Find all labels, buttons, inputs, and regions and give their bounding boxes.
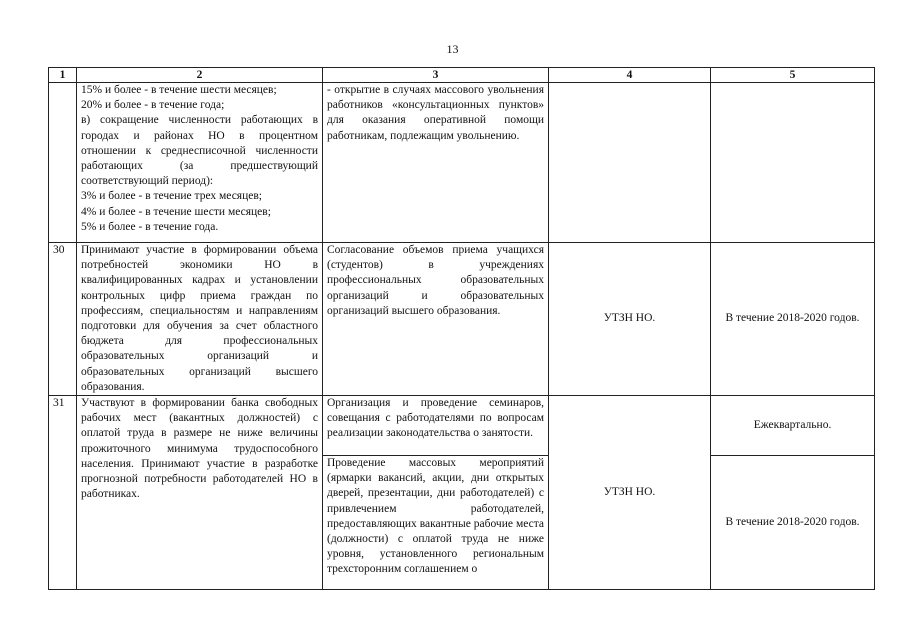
header-cell: 2 xyxy=(77,68,323,83)
deadline-cell xyxy=(711,83,875,243)
action-cell: Согласование объемов приема учащихся (студентов) в учреждениях профессиональных образовательных организаций и образовательных организаций высшего образования. xyxy=(323,243,549,396)
condition-line: 4% и более - в течение шести месяцев; xyxy=(81,205,271,218)
obligation-cell: Участвуют в формировании банка свободных рабочих мест (вакантных должностей) с оплатой труда в размере не ниже величины прожиточного минимума трудоспособного населения. Принимают участие в разработке прогнозной потребности работодателей НО в работниках. xyxy=(77,396,323,590)
row-number: 31 xyxy=(49,396,77,590)
action-cell: Проведение массовых мероприятий (ярмарки вакансий, акции, дни открытых дверей, презентации, дни работодателей) с привлечением работодателей, предоставляющих вакантные рабочие места (должности) с оплатой труда не ниже уровня, установленного региональным трехсторонним соглашением о xyxy=(323,456,549,590)
condition-line: 3% и более - в течение трех месяцев; xyxy=(81,190,262,203)
condition-line: 20% и более - в течение года; xyxy=(81,99,225,112)
table-row xyxy=(49,83,875,243)
page-number: 13 xyxy=(446,42,459,56)
row-number xyxy=(49,83,77,243)
condition-line: 5% и более - в течение года. xyxy=(81,220,219,233)
header-cell: 5 xyxy=(711,68,875,83)
responsible-cell: УТЗН НО. xyxy=(549,243,711,396)
deadline-cell: Ежеквартально. xyxy=(711,396,875,456)
action-cell: - открытие в случаях массового увольнения работников «консультационных пунктов» для оказания оперативной помощи работникам, подлежащим увольнению. xyxy=(323,83,549,243)
condition-cell xyxy=(77,83,323,243)
header-cell: 4 xyxy=(549,68,711,83)
obligation-cell: Принимают участие в формировании объема потребностей экономики НО в квалифицированных кадрах и установлении контрольных цифр приема граждан по профессиям, специальностям и направлениям подготовки для обучения за счет областного бюджета для профессиональных образовательных организаций и образовательных организаций высшего образования. xyxy=(77,243,323,396)
table-row xyxy=(49,396,875,456)
action-cell: Организация и проведение семинаров, совещания с работодателями по вопросам реализации законодательства о занятости. xyxy=(323,396,549,456)
header-cell: 3 xyxy=(323,68,549,83)
responsible-cell xyxy=(549,83,711,243)
table-row xyxy=(49,243,875,396)
row-number: 30 xyxy=(49,243,77,396)
measures-table xyxy=(48,67,875,590)
condition-line: 15% и более - в течение шести месяцев; xyxy=(81,84,277,96)
header-cell: 1 xyxy=(49,68,77,83)
header-row xyxy=(49,68,875,83)
deadline-cell: В течение 2018-2020 годов. xyxy=(711,243,875,396)
condition-line: в) сокращение численности работающих в городах и районах НО в процентном отношении к среднесписочной численности работающих (за предшествующий соответствующий период): xyxy=(81,114,318,188)
responsible-cell: УТЗН НО. xyxy=(549,396,711,590)
deadline-cell: В течение 2018-2020 годов. xyxy=(711,456,875,590)
